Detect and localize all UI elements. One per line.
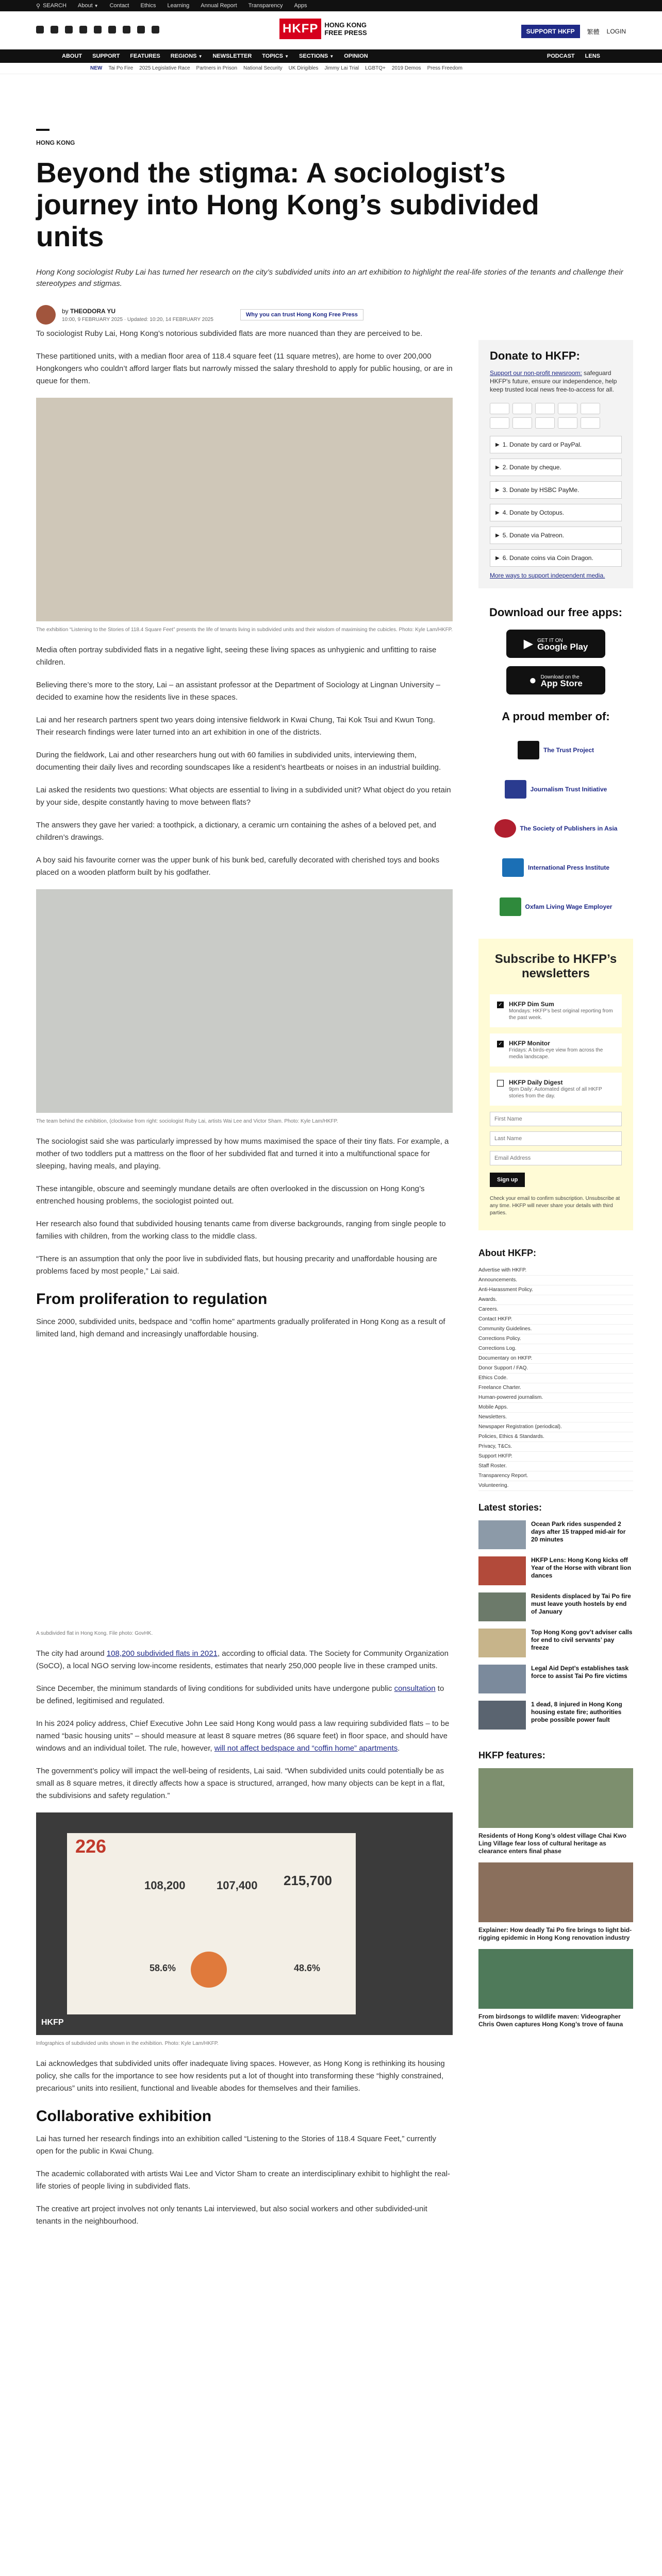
- trending-link[interactable]: 2019 Demos: [391, 65, 421, 71]
- search-icon: ⚲: [36, 3, 41, 9]
- story-item[interactable]: Legal Aid Dept’s establishes task force to assist Tai Po fire victims: [478, 1665, 633, 1693]
- article-category[interactable]: HONG KONG: [36, 139, 75, 146]
- unionpay-icon: [558, 417, 577, 429]
- feature-thumbnail[interactable]: [478, 1862, 633, 1922]
- top-strip: [0, 0, 662, 11]
- story-item[interactable]: Top Hong Kong gov’t adviser calls for end to civil servants’ pay freeze: [478, 1629, 633, 1657]
- google-play-badge[interactable]: ▶ GET IT ON Google Play: [506, 630, 605, 658]
- new-label: NEW: [90, 65, 103, 71]
- author-line: by THEODORA YU: [62, 307, 116, 315]
- article-header: [36, 129, 629, 325]
- signup-button[interactable]: Sign up: [490, 1173, 525, 1187]
- feature-thumbnail[interactable]: [478, 1949, 633, 2009]
- donate-link[interactable]: Support our non-profit newsroom:: [490, 369, 582, 377]
- paragraph: Lai has turned her research findings into an exhibition called “Listening to the Stories of 118.4 Square Feet,” currently open for the public in Kwai Chung.: [36, 2134, 437, 2156]
- paragraph: A boy said his favourite corner was the upper bunk of his bunk bed, carefully decorated with cherished toys and books placed on a wooden platform built by his godfather.: [36, 856, 440, 877]
- language-toggle[interactable]: 繁體: [587, 28, 600, 36]
- byline: [36, 305, 629, 325]
- hkfp-logo[interactable]: [279, 19, 367, 39]
- nav-item-about[interactable]: ABOUT: [62, 53, 82, 59]
- paragraph: Media often portray subdivided flats in a negative light, seeing these living spaces as unhygienic and unfitting to raise children.: [36, 646, 437, 667]
- paragraph: The answers they gave her varied: a toothpick, a dictionary, a ceramic urn containing the ashes of a beloved pet, and children’s drawings.: [36, 821, 437, 842]
- about-link[interactable]: Documentary on HKFP.: [478, 1354, 633, 1364]
- about-link[interactable]: Donor Support / FAQ.: [478, 1364, 633, 1374]
- gpay-icon: [535, 417, 555, 429]
- youtube-icon[interactable]: [108, 26, 116, 33]
- about-link[interactable]: Contact HKFP.: [478, 1315, 633, 1325]
- about-link[interactable]: Corrections Policy.: [478, 1334, 633, 1344]
- about-link[interactable]: Newspaper Registration (periodical).: [478, 1422, 633, 1432]
- nav-item-topics[interactable]: TOPICS ▼: [262, 53, 289, 59]
- trending-link[interactable]: Jimmy Lai Trial: [324, 65, 359, 71]
- paragraph: The sociologist said she was particularly impressed by how mums maximised the space of their tiny flats. For example, a mother of two toddlers put a mattress on the floor of her subdivided flat and turned it into a multifunctional space for sleeping, having meals, and playing.: [36, 1137, 449, 1171]
- search-button[interactable]: ⚲ SEARCH: [36, 3, 67, 9]
- mastercard-icon: [490, 403, 509, 414]
- paypal-icon: [535, 403, 555, 414]
- feature-item[interactable]: Residents of Hong Kong’s oldest village Chai Kwo Ling Village fear loss of cultural heritage as clearance enters final phase: [478, 1768, 633, 1855]
- about-link[interactable]: Support HKFP.: [478, 1452, 633, 1462]
- features-box: [478, 1750, 633, 2028]
- newsletter-option[interactable]: ✓ HKFP Monitor Fridays: A birds-eye view from across the media landscape.: [490, 1033, 622, 1066]
- info-number: 58.6%: [150, 1963, 176, 1973]
- about-link[interactable]: Human-powered journalism.: [478, 1393, 633, 1403]
- author-name[interactable]: THEODORA YU: [70, 307, 116, 315]
- paragraph: Lai and her research partners spent two years doing intensive fieldwork in Kwai Chung, Tai Kok Tsui and Kwun Tong. Their research findings were later turned into an art exhibition in one of the districts.: [36, 716, 435, 737]
- chevron-right-icon: ▶: [495, 442, 500, 448]
- trending-link[interactable]: UK Dirigibles: [288, 65, 319, 71]
- infographic-photo: [36, 1812, 453, 2035]
- paragraph: To sociologist Ruby Lai, Hong Kong’s notorious subdivided flats are more nuanced than they are perceived to be.: [36, 329, 423, 338]
- story-thumbnail[interactable]: [478, 1556, 526, 1585]
- about-link[interactable]: Awards.: [478, 1295, 633, 1305]
- feature-thumbnail[interactable]: [478, 1768, 633, 1828]
- trending-link[interactable]: National Security: [243, 65, 283, 71]
- first-name-field[interactable]: [490, 1112, 622, 1126]
- divider: [36, 129, 49, 131]
- chevron-down-icon: ▼: [329, 54, 334, 59]
- paragraph: In his 2024 policy address, Chief Executive John Lee said Hong Kong would pass a law requiring subdivided flats – to be named “basic housing units” – should measure at least 8 square metres (86 square feet) in floor space, and should have windows and an individual toilet. The rule, however, will not affect bedspace and “coffin home” apartments.: [36, 1719, 450, 1753]
- exhibition-photo: [36, 398, 453, 621]
- donate-title: Donate to HKFP:: [490, 349, 580, 362]
- chevron-down-icon: ▼: [198, 54, 203, 59]
- donate-option[interactable]: ▶ 2. Donate by cheque.: [490, 459, 622, 476]
- about-link[interactable]: Anti-Harassment Policy.: [478, 1285, 633, 1295]
- about-box: [478, 1248, 633, 1491]
- chevron-right-icon: ▶: [495, 532, 500, 538]
- about-link[interactable]: Advertise with HKFP.: [478, 1266, 633, 1276]
- section-heading: From proliferation to regulation: [36, 1291, 268, 1308]
- octopus-icon: [581, 403, 600, 414]
- about-link[interactable]: Privacy, T&Cs.: [478, 1442, 633, 1452]
- member-logo[interactable]: The Society of Publishers in Asia: [478, 812, 633, 845]
- patreon-icon: [581, 417, 600, 429]
- author-avatar: [36, 305, 56, 325]
- email-field[interactable]: [490, 1151, 622, 1165]
- social-links: [36, 26, 159, 33]
- feature-item[interactable]: From birdsongs to wildlife maven: Videographer Chris Owen captures Hong Kong’s trove of fauna: [478, 1949, 633, 2028]
- topbar-link-contact[interactable]: Contact: [109, 3, 129, 9]
- nav-item-podcast[interactable]: PODCAST: [547, 53, 575, 59]
- chevron-down-icon: ▼: [94, 3, 98, 8]
- member-title: A proud member of:: [502, 710, 610, 723]
- newsletter-title: Subscribe to HKFP’s newsletters: [494, 952, 617, 980]
- apple-icon: ●: [529, 673, 537, 687]
- about-link[interactable]: Newsletters.: [478, 1413, 633, 1422]
- linkedin-icon[interactable]: [123, 26, 130, 33]
- article-lede: Hong Kong sociologist Ruby Lai has turned her research on the city’s subdivided units into an art exhibition to highlight the real-life stories of the tenants and challenge their stereotypes and stigmas.: [36, 268, 623, 288]
- rss-icon[interactable]: [152, 26, 159, 33]
- checkbox-unchecked[interactable]: [497, 1080, 504, 1087]
- nav-item-support[interactable]: SUPPORT: [92, 53, 120, 59]
- info-number: 108,200: [144, 1879, 186, 1892]
- paragraph: Lai acknowledges that subdivided units offer inadequate living spaces. However, as Hong Kong is rethinking its housing policy, she calls for the importance to see how residents put a lot of thought into transforming these “highly constrained, precarious” units into resilient, functional and liveable abodes for themselves and their families.: [36, 2059, 445, 2093]
- feature-item[interactable]: Explainer: How deadly Tai Po fire brings to light bid-rigging epidemic in Hong Kong renovation industry: [478, 1862, 633, 1942]
- login-link[interactable]: LOGIN: [606, 28, 626, 35]
- story-item[interactable]: Ocean Park rides suspended 2 days after 15 trapped mid-air for 20 minutes: [478, 1520, 633, 1549]
- trust-link[interactable]: Why you can trust Hong Kong Free Press: [240, 309, 363, 320]
- chevron-right-icon: ▶: [495, 555, 500, 561]
- nav-item-features[interactable]: FEATURES: [130, 53, 160, 59]
- instagram-icon[interactable]: [65, 26, 73, 33]
- team-photo: [36, 889, 453, 1113]
- paragraph: The city had around 108,200 subdivided flats in 2021, according to official data. The Society for Community Organization (SoCO), a local NGO serving low-income residents, estimates that nearly 250,000 people live in these cramped units.: [36, 1649, 449, 1670]
- paragraph: The academic collaborated with artists Wai Lee and Victor Sham to create an interdisciplinary exhibit to highlight the real-life stories of people living in subdivided flats.: [36, 2170, 450, 2191]
- topbar-link-learning[interactable]: Learning: [167, 3, 190, 9]
- story-item[interactable]: 1 dead, 8 injured in Hong Kong housing estate fire; authorities probe possible power fault: [478, 1701, 633, 1730]
- donate-option[interactable]: ▶ 1. Donate by card or PayPal.: [490, 436, 622, 453]
- amex-icon: [490, 417, 509, 429]
- last-name-field[interactable]: [490, 1131, 622, 1146]
- paragraph: Since 2000, subdivided units, bedspace and “coffin home” apartments gradually proliferated in Hong Kong as a result of limited land, high demand and increasingly unaffordable housing.: [36, 1317, 445, 1338]
- trending-link[interactable]: Tai Po Fire: [108, 65, 134, 71]
- photo-caption: A subdivided flat in Hong Kong. File photo: GovHK.: [36, 1631, 153, 1636]
- paragraph: Since December, the minimum standards of living conditions for subdivided units have undergone public consultation to be defined, legitimised and regulated.: [36, 1684, 444, 1705]
- about-link[interactable]: Policies, Ethics & Standards.: [478, 1432, 633, 1442]
- info-pie: [191, 1952, 227, 1988]
- inline-link[interactable]: consultation: [394, 1684, 436, 1693]
- donate-intro: Support our non-profit newsroom: safeguard HKFP's future, ensure our independence, help keep trusted local news free-to-access for all.: [490, 369, 617, 393]
- donate-option[interactable]: ▶ 6. Donate coins via Coin Dragon.: [490, 549, 622, 567]
- threads-icon[interactable]: [79, 26, 87, 33]
- info-number: 107,400: [217, 1879, 258, 1892]
- photo-caption: The team behind the exhibition, (clockwise from right: sociologist Ruby Lai, artists Wai Lee and Victor Sham. Photo: Kyle Lam/HKFP.: [36, 1118, 338, 1124]
- play-icon: ▶: [523, 637, 534, 651]
- about-link[interactable]: Careers.: [478, 1305, 633, 1315]
- story-item[interactable]: Residents displaced by Tai Po fire must leave youth hostels by end of January: [478, 1592, 633, 1621]
- newsletter-option[interactable]: HKFP Daily Digest 9pm Daily: Automated digest of all HKFP stories from the day.: [490, 1073, 622, 1106]
- inline-link[interactable]: 108,200 subdivided flats in 2021: [106, 1649, 218, 1658]
- story-thumbnail[interactable]: [478, 1665, 526, 1693]
- topbar-link-ethics[interactable]: Ethics: [140, 3, 156, 9]
- section-heading: Collaborative exhibition: [36, 2108, 212, 2125]
- story-thumbnail[interactable]: [478, 1592, 526, 1621]
- latest-title: Latest stories:: [478, 1502, 542, 1513]
- support-hkfp-button[interactable]: SUPPORT HKFP: [521, 25, 580, 38]
- member-logo[interactable]: International Press Institute: [478, 851, 633, 884]
- photo-caption: Infographics of subdivided units shown in the exhibition. Photo: Kyle Lam/HKFP.: [36, 2041, 219, 2046]
- nav-item-sections[interactable]: SECTIONS ▼: [299, 53, 334, 59]
- about-link[interactable]: Corrections Log.: [478, 1344, 633, 1354]
- newsletter-box: [478, 939, 633, 1230]
- nav-item-regions[interactable]: REGIONS ▼: [170, 53, 203, 59]
- nav-item-lens[interactable]: LENS: [585, 53, 600, 59]
- photo-caption: The exhibition “Listening to the Stories of 118.4 Square Feet” presents the life of tenants living in subdivided units and their wisdom of maximising the cubicles. Photo: Kyle Lam/HKFP.: [36, 627, 453, 633]
- story-thumbnail[interactable]: [478, 1629, 526, 1657]
- donate-box: [478, 340, 633, 588]
- apps-title: Download our free apps:: [489, 606, 622, 619]
- newsletter-option[interactable]: ✓ HKFP Dim Sum Mondays: HKFP’s best original reporting from the past week.: [490, 994, 622, 1027]
- member-logo[interactable]: Journalism Trust Initiative: [478, 773, 633, 806]
- publish-date: 10:00, 9 FEBRUARY 2025 · Updated: 10:20, 14 FEBRUARY 2025: [62, 316, 213, 323]
- checkbox-checked[interactable]: ✓: [497, 1002, 504, 1008]
- paragraph: “There is an assumption that only the poor live in subdivided flats, but housing precarity and unaffordable housing are problems faced by most people,” Lai said.: [36, 1255, 437, 1276]
- app-store-badge[interactable]: ● Download on the App Store: [506, 666, 605, 694]
- info-number: 48.6%: [294, 1963, 321, 1973]
- logo-mark: HKFP: [279, 19, 321, 39]
- info-number: 215,700: [284, 1873, 332, 1888]
- paragraph: The government’s policy will impact the well-being of residents, Lai said. “When subdivided units could potentially be as small as 8 square metres, it directly affects how a space is structured, arranged, how many objects can be kept in a flat, the subdivisions and safety regulation.”: [36, 1767, 445, 1800]
- bluesky-icon[interactable]: [94, 26, 102, 33]
- trending-link[interactable]: Press Freedom: [427, 65, 462, 71]
- donate-option[interactable]: ▶ 3. Donate by HSBC PayMe.: [490, 481, 622, 499]
- about-title: About HKFP:: [478, 1248, 536, 1258]
- trending-link[interactable]: 2025 Legislative Race: [139, 65, 190, 71]
- article-title: Beyond the stigma: A sociologist’s journey into Hong Kong’s subdivided units: [36, 157, 539, 252]
- story-item[interactable]: HKFP Lens: Hong Kong kicks off Year of the Horse with vibrant lion dances: [478, 1556, 633, 1585]
- topbar-link-annual-report[interactable]: Annual Report: [201, 3, 237, 9]
- article-body: [36, 328, 453, 2238]
- about-link[interactable]: Community Guidelines.: [478, 1325, 633, 1334]
- paragraph: These intangible, obscure and seemingly mundane details are often overlooked in the discussion on Hong Kong’s entrenched housing problems, the sociologist pointed out.: [36, 1184, 425, 1206]
- donate-option[interactable]: ▶ 5. Donate via Patreon.: [490, 527, 622, 544]
- about-list: [478, 1266, 633, 1491]
- paragraph: During the fieldwork, Lai and other researchers hung out with 60 families in subdivided units, interviewing them, documenting their daily lives and recording soundscapes like a resident’s heartbeats or noises in an industrial building.: [36, 751, 441, 772]
- inline-link[interactable]: will not affect bedspace and “coffin home” apartments: [214, 1744, 398, 1753]
- chevron-down-icon: ▼: [285, 54, 289, 59]
- subdivided-flat-photo: [36, 1351, 453, 1625]
- chevron-right-icon: ▶: [495, 464, 500, 470]
- main-nav: [0, 49, 662, 63]
- email-icon[interactable]: [137, 26, 145, 33]
- topbar-link-apps[interactable]: Apps: [294, 3, 307, 9]
- latest-stories: [478, 1502, 633, 1730]
- story-thumbnail[interactable]: [478, 1520, 526, 1549]
- topbar-link-about[interactable]: About ▼: [77, 3, 98, 9]
- watermark: HKFP: [41, 2018, 64, 2027]
- features-title: HKFP features:: [478, 1750, 545, 1760]
- x-twitter-icon[interactable]: [51, 26, 58, 33]
- paragraph: Believing there’s more to the story, Lai – an assistant professor at the Department of Sociology at Lingnan University – decided to examine how the residents live in these spaces.: [36, 681, 441, 702]
- nav-item-newsletter[interactable]: NEWSLETTER: [212, 53, 252, 59]
- about-link[interactable]: Volunteering.: [478, 1481, 633, 1491]
- trending-bar: [0, 63, 662, 74]
- nav-item-opinion[interactable]: OPINION: [344, 53, 368, 59]
- info-number: 226: [75, 1836, 107, 1857]
- member-logo[interactable]: Oxfam Living Wage Employer: [478, 890, 633, 923]
- masthead: [0, 11, 662, 49]
- story-thumbnail[interactable]: [478, 1701, 526, 1730]
- about-link[interactable]: Announcements.: [478, 1276, 633, 1285]
- paragraph: The creative art project involves not only tenants Lai interviewed, but also social workers and other subdivided-unit tenants in the neighbourhood.: [36, 2205, 427, 2226]
- facebook-icon[interactable]: [36, 26, 44, 33]
- about-link[interactable]: Freelance Charter.: [478, 1383, 633, 1393]
- applepay-icon: [512, 417, 532, 429]
- infographic-board: [67, 1833, 356, 2014]
- payme-icon: [558, 403, 577, 414]
- about-link[interactable]: Staff Roster.: [478, 1462, 633, 1471]
- paragraph: Her research also found that subdivided housing tenants came from diverse backgrounds, ranging from single people to families with children, from the working class to the middle class.: [36, 1219, 446, 1241]
- logo-text: HONG KONG FREE PRESS: [324, 21, 367, 37]
- about-link[interactable]: Transparency Report.: [478, 1471, 633, 1481]
- member-logo[interactable]: The Trust Project: [478, 734, 633, 767]
- about-link[interactable]: Mobile Apps.: [478, 1403, 633, 1413]
- chevron-right-icon: ▶: [495, 510, 500, 516]
- paragraph: Lai asked the residents two questions: What objects are essential to living in a subdivided unit? What object do you retain by your side, despite constantly having to move between flats?: [36, 786, 451, 807]
- visa-icon: [512, 403, 532, 414]
- trending-link[interactable]: LGBTQ+: [365, 65, 386, 71]
- topbar-link-transparency[interactable]: Transparency: [248, 3, 283, 9]
- about-link[interactable]: Ethics Code.: [478, 1374, 633, 1383]
- checkbox-checked[interactable]: ✓: [497, 1041, 504, 1047]
- donate-option[interactable]: ▶ 4. Donate by Octopus.: [490, 504, 622, 521]
- subscribe-note: Check your email to confirm subscription. Unsubscribe at any time. HKFP will never share your details with third parties.: [490, 1196, 620, 1216]
- more-ways-link[interactable]: More ways to support independent media.: [490, 572, 605, 579]
- payment-logos: [490, 403, 622, 429]
- trending-link[interactable]: Partners in Prison: [196, 65, 238, 71]
- sidebar: [478, 340, 633, 2028]
- chevron-right-icon: ▶: [495, 487, 500, 493]
- paragraph: These partitioned units, with a median floor area of 118.4 square feet (11 square metres), are home to over 200,000 Hongkongers who couldn’t afford larger flats but narrowly missed the salary threshold to apply for public housing, or are in queue for them.: [36, 352, 453, 385]
